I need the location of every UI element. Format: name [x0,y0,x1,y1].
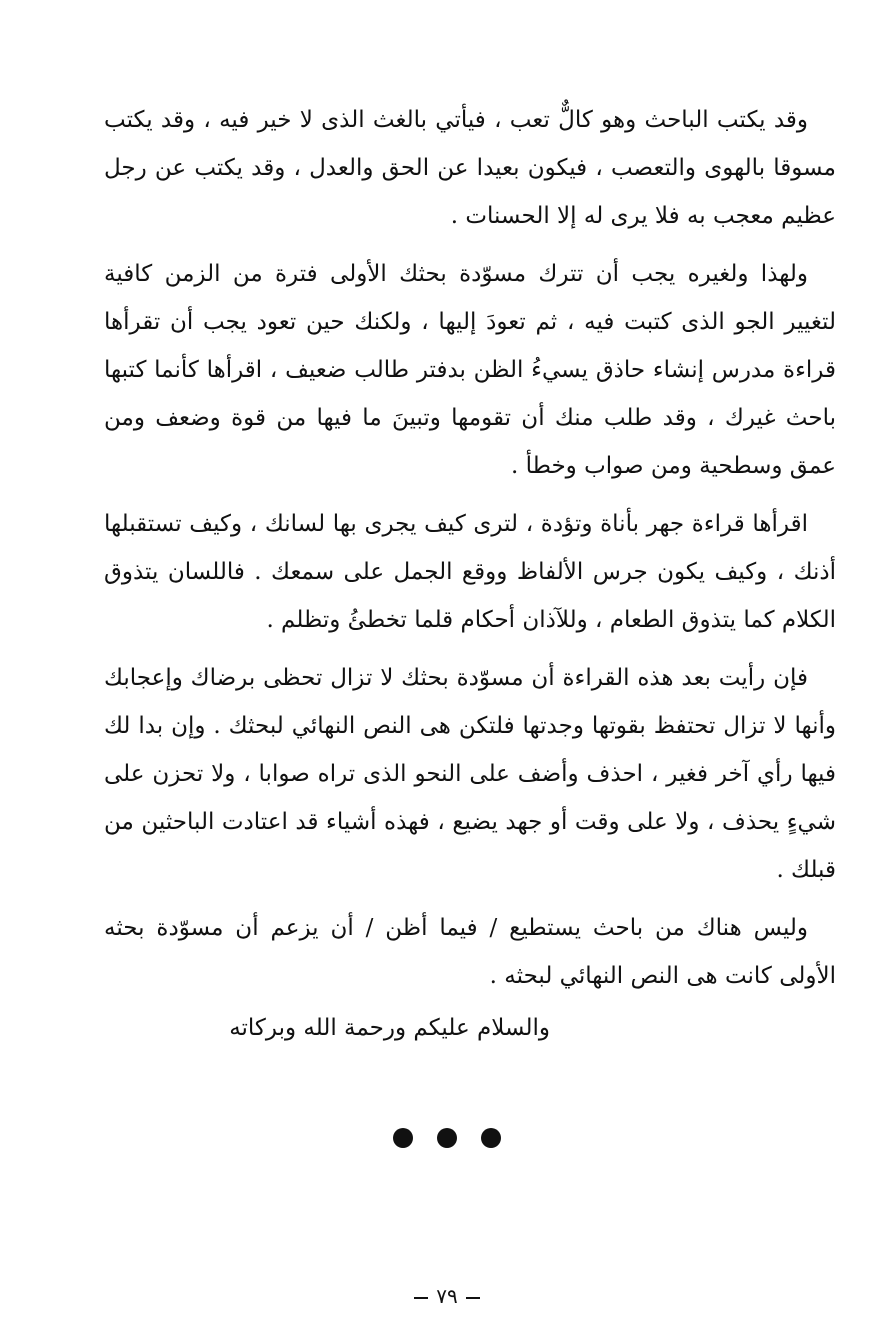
dash-left [466,1297,480,1299]
body-text [104,96,836,1010]
page-number-footer [0,1284,894,1308]
paragraph-3: اقرأها قراءة جهر بأناة وتؤدة ، لترى كيف يجرى بها لسانك ، وكيف تستقبلها أذنك ، وكيف يكون جرس الألفاظ ووقع الجمل على سمعك . فاللسان يتذوق الكلام كما يتذوق الطعام ، وللآذان أحكام قلما تخطئُ وتظلم . [104,511,836,633]
paragraph-1: وقد يكتب الباحث وهو كالٌّ تعب ، فيأتي بالغث الذى لا خير فيه ، وقد يكتب مسوقا بالهوى والتعصب ، فيكون بعيدا عن الحق والعدل ، وقد يكتب عن رجل عظيم معجب به فلا يرى له إلا الحسنات . [104,107,836,229]
separator-dot [481,1128,501,1148]
closing-salutation: والسلام عليكم ورحمة الله وبركاته [229,1015,550,1041]
paragraph-4: فإن رأيت بعد هذه القراءة أن مسوّدة بحثك لا تزال تحظى برضاك وإعجابك وأنها لا تزال تحتفظ بقوتها وجدتها فلتكن هى النص النهائي لبحثك . وإن بدا لك فيها رأي آخر فغير ، احذف وأضف على النحو الذى تراه صوابا ، ولا تحزن على شيءٍ يحذف ، ولا على وقت أو جهد يضيع ، فهذه أشياء قد اعتادت الباحثين من قبلك . [104,665,836,883]
dash-right [414,1297,428,1299]
section-separator [0,1128,894,1148]
separator-dot [393,1128,413,1148]
paragraph-5: وليس هناك من باحث يستطيع / فيما أظن / أن يزعم أن مسوّدة بحثه الأولى كانت هى النص النهائي لبحثه . [104,915,836,989]
page-number: ٧٩ [436,1284,458,1308]
separator-dot [437,1128,457,1148]
paragraph-2: ولهذا ولغيره يجب أن تترك مسوّدة بحثك الأولى فترة من الزمن كافية لتغيير الجو الذى كتبت فيه ، ثم تعودَ إليها ، ولكنك حين تعود يجب أن تقرأها قراءة مدرس إنشاء حاذق يسيءُ الظن بدفتر طالب ضعيف ، اقرأها كأنما كتبها باحث غيرك ، وقد طلب منك أن تقومها وتبينَ ما فيها من قوة وضعف ومن عمق وسطحية ومن صواب وخطأ . [104,261,836,479]
